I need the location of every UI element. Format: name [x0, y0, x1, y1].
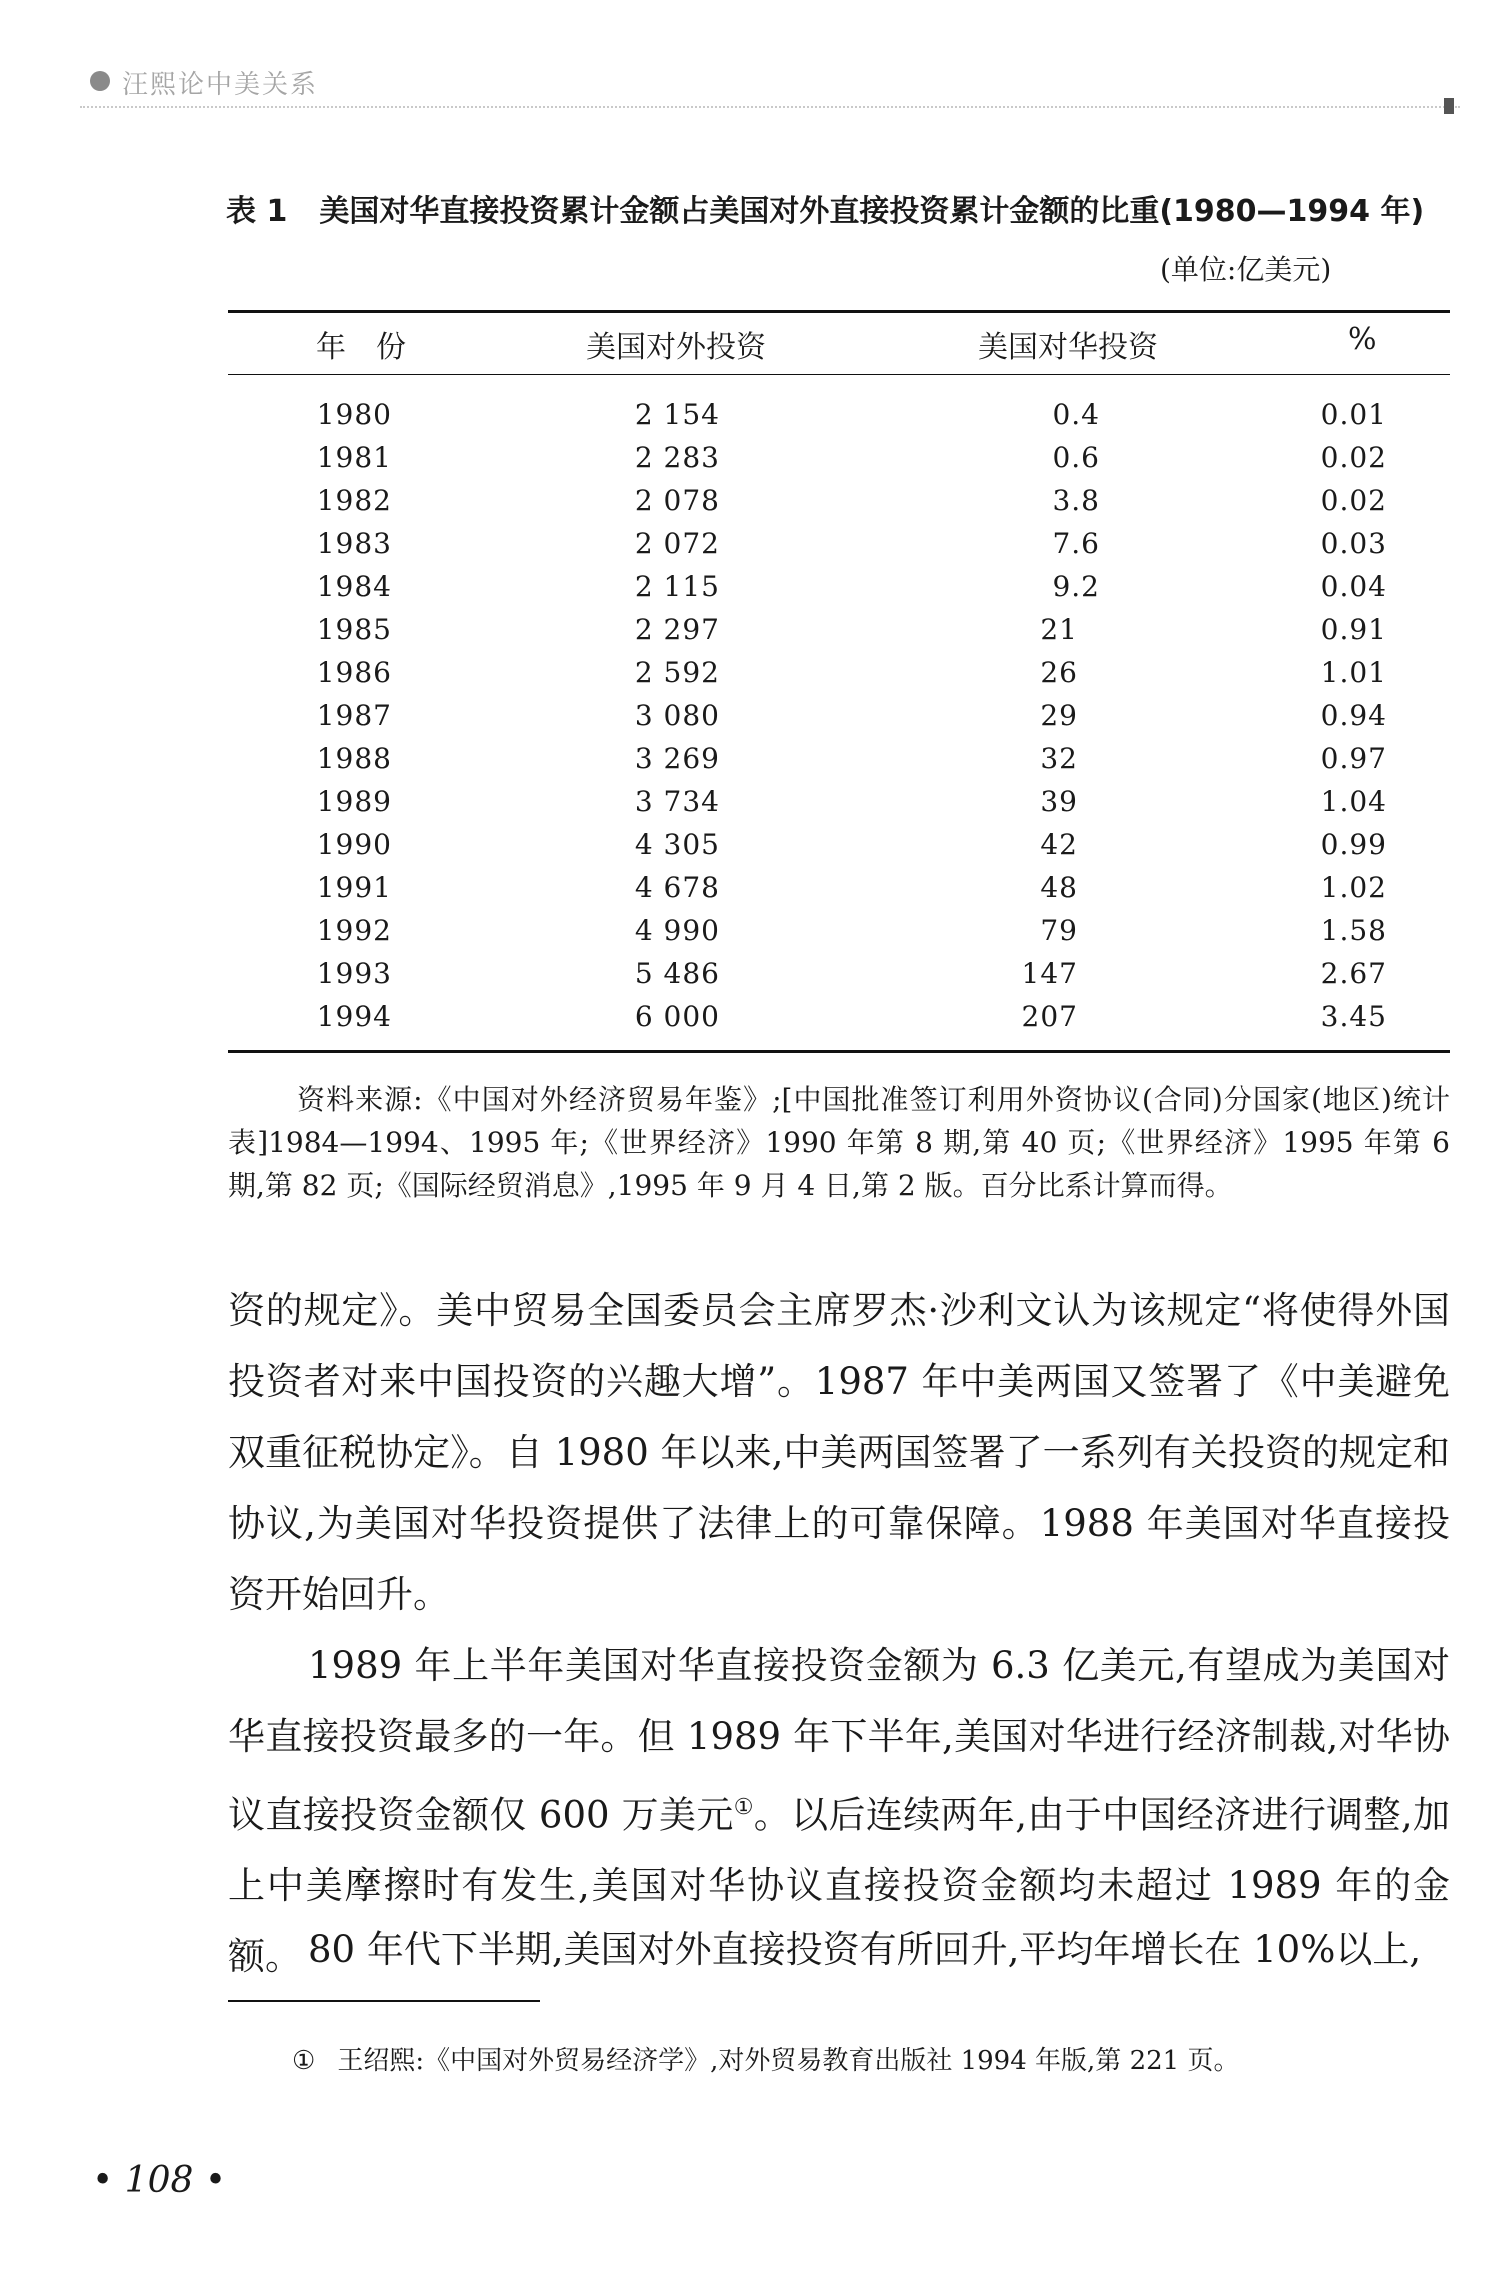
cell-percent: 1.01	[1320, 656, 1387, 689]
cell-us-outward-investment: 2 283	[634, 441, 720, 474]
cell-year: 1985	[316, 613, 392, 646]
footnote-reference[interactable]: ①	[733, 1795, 754, 1820]
footnote-text: 王绍熙:《中国对外贸易经济学》,对外贸易教育出版社 1994 年版,第 221 页。	[337, 2046, 1240, 2076]
column-header-us-outward-investment: 美国对外投资	[586, 330, 766, 365]
footnote	[292, 2040, 1239, 2077]
header-bullet-icon	[90, 71, 110, 91]
table-header-rule	[228, 374, 1450, 375]
cell-us-outward-investment: 2 078	[634, 484, 720, 517]
cell-us-outward-investment: 4 678	[634, 871, 720, 904]
cell-year: 1980	[316, 398, 392, 431]
cell-percent: 0.94	[1320, 699, 1387, 732]
cell-us-investment-in-china: 0.4	[1052, 398, 1100, 431]
cell-year: 1982	[316, 484, 392, 517]
cell-us-investment-in-china: 7.6	[1052, 527, 1100, 560]
body-paragraph-1	[228, 1275, 1450, 1630]
cell-us-outward-investment: 6 000	[634, 1000, 720, 1033]
cell-percent: 0.97	[1320, 742, 1387, 775]
cell-year: 1992	[316, 914, 392, 947]
cell-us-outward-investment: 3 080	[634, 699, 720, 732]
cell-year: 1988	[316, 742, 392, 775]
cell-us-investment-in-china: 147	[1021, 957, 1078, 990]
table-bottom-rule	[228, 1050, 1450, 1053]
cell-percent: 1.04	[1320, 785, 1387, 818]
cell-year: 1986	[316, 656, 392, 689]
column-header-percent: %	[1348, 322, 1377, 357]
cell-us-investment-in-china: 3.8	[1052, 484, 1100, 517]
cell-percent: 1.58	[1320, 914, 1387, 947]
cell-year: 1991	[316, 871, 392, 904]
cell-percent: 0.02	[1320, 484, 1387, 517]
cell-us-outward-investment: 2 297	[634, 613, 720, 646]
cell-percent: 0.04	[1320, 570, 1387, 603]
cell-year: 1993	[316, 957, 392, 990]
table-unit: (单位:亿美元)	[1160, 253, 1332, 286]
cell-percent: 3.45	[1320, 1000, 1387, 1033]
cell-us-investment-in-china: 21	[1040, 613, 1078, 646]
cell-percent: 0.03	[1320, 527, 1387, 560]
cell-us-investment-in-china: 32	[1040, 742, 1078, 775]
body-paragraph-2-text: 1989 年上半年美国对华直接投资金额为 6.3 亿美元,有望成为美国对华直接投资最多的一年。但 1989 年下半年,美国对华进行经济制裁,对华协议直接投资金额仅 600 万美元	[228, 1644, 1450, 1837]
cell-us-investment-in-china: 9.2	[1052, 570, 1100, 603]
cell-year: 1983	[316, 527, 392, 560]
table-top-rule	[228, 310, 1450, 313]
cell-year: 1994	[316, 1000, 392, 1033]
table-number: 表 1	[226, 194, 288, 229]
cell-percent: 2.67	[1320, 957, 1387, 990]
cell-year: 1984	[316, 570, 392, 603]
footnote-rule	[228, 2000, 540, 2002]
header-dotted-rule	[80, 106, 1460, 108]
cell-us-outward-investment: 4 305	[634, 828, 720, 861]
column-header-us-investment-in-china: 美国对华投资	[978, 330, 1158, 365]
body-paragraph-3	[228, 1914, 1450, 1985]
footnote-mark: ①	[292, 2046, 316, 2076]
cell-us-investment-in-china: 48	[1040, 871, 1078, 904]
body-paragraph-1-text: 资的规定》。美中贸易全国委员会主席罗杰·沙利文认为该规定“将使得外国投资者对来中国投资的兴趣大增”。1987 年中美两国又签署了《中美避免双重征税协定》。自 1980 年以来,中美两国签署了一系列有关投资的规定和协议,为美国对华投资提供了法律上的可靠保障。1988 年美国对华直接投资开始回升。	[228, 1289, 1450, 1616]
cell-us-investment-in-china: 79	[1040, 914, 1078, 947]
cell-us-investment-in-china: 42	[1040, 828, 1078, 861]
cell-us-outward-investment: 4 990	[634, 914, 720, 947]
running-header-title: 汪熙论中美关系	[122, 70, 319, 100]
cell-percent: 1.02	[1320, 871, 1387, 904]
table-caption	[226, 186, 1466, 230]
body-paragraph-2-text-cont: 。以后连续两年,由于中国经济进行调整,加上中美摩擦时有发生,美国对华协议直接投资金额均未超过 1989 年的金额。	[228, 1793, 1450, 1979]
page-number: • 108 •	[92, 2160, 227, 2201]
cell-us-investment-in-china: 207	[1021, 1000, 1078, 1033]
table-source-note	[228, 1078, 1450, 1207]
cell-us-outward-investment: 3 734	[634, 785, 720, 818]
cell-us-outward-investment: 5 486	[634, 957, 720, 990]
table-source-text: 资料来源:《中国对外经济贸易年鉴》;[中国批准签订利用外资协议(合同)分国家(地区)统计表]1984—1994、1995 年;《世界经济》1990 年第 8 期,第 40 页;《世界经济》1995 年第 6 期,第 82 页;《国际经贸消息》,1995 年 9 月 4 日,第 2 版。百分比系计算而得。	[228, 1083, 1450, 1202]
column-header-year: 年 份	[316, 330, 406, 365]
cell-year: 1989	[316, 785, 392, 818]
cell-percent: 0.01	[1320, 398, 1387, 431]
running-header	[80, 62, 1460, 102]
cell-us-outward-investment: 3 269	[634, 742, 720, 775]
cell-percent: 0.02	[1320, 441, 1387, 474]
body-paragraph-3-text: 80 年代下半期,美国对外直接投资有所回升,平均年增长在 10%以上,	[308, 1928, 1422, 1971]
cell-us-outward-investment: 2 154	[634, 398, 720, 431]
cell-us-investment-in-china: 39	[1040, 785, 1078, 818]
cell-year: 1990	[316, 828, 392, 861]
cell-us-outward-investment: 2 072	[634, 527, 720, 560]
table-title: 美国对华直接投资累计金额占美国对外直接投资累计金额的比重(1980—1994 年)	[319, 194, 1425, 229]
cell-us-investment-in-china: 26	[1040, 656, 1078, 689]
cell-percent: 0.91	[1320, 613, 1387, 646]
cell-percent: 0.99	[1320, 828, 1387, 861]
header-edge-mark	[1444, 98, 1454, 114]
cell-year: 1987	[316, 699, 392, 732]
cell-us-investment-in-china: 0.6	[1052, 441, 1100, 474]
cell-year: 1981	[316, 441, 392, 474]
cell-us-outward-investment: 2 115	[634, 570, 720, 603]
cell-us-investment-in-china: 29	[1040, 699, 1078, 732]
cell-us-outward-investment: 2 592	[634, 656, 720, 689]
